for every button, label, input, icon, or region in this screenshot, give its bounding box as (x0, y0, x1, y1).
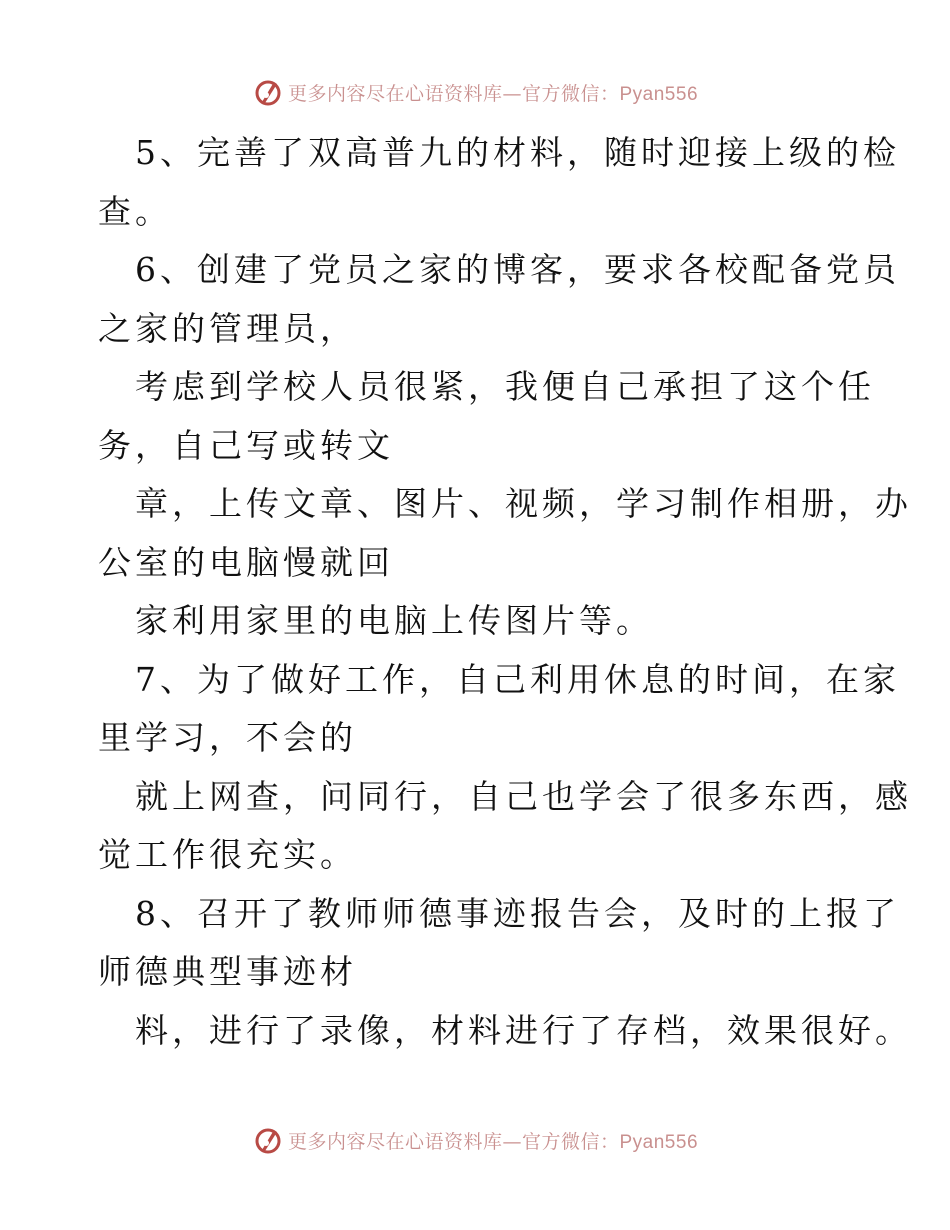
quill-logo-icon (252, 1124, 284, 1156)
header-wechat-id: Pyan556 (619, 83, 699, 105)
quill-logo-icon (252, 76, 284, 108)
body-line-14: 8、召开了教师师德事迹报告会，及时的上报了 (135, 893, 900, 933)
footer-wechat-id: Pyan556 (619, 1131, 699, 1153)
body-line-4: 之家的管理员， (98, 308, 357, 348)
header-banner-text: 更多内容尽在心语资料库—官方微信：Pyan556 (287, 82, 699, 105)
body-line-9: 家利用家里的电脑上传图片等。 (135, 601, 653, 640)
body-line-11: 里学习，不会的 (98, 718, 357, 757)
body-line-16: 料，进行了录像，材料进行了存档，效果很好。 (135, 1010, 912, 1050)
body-line-1: 5、完善了双高普九的材料，随时迎接上级的检 (135, 133, 900, 172)
body-line-8: 公室的电脑慢就回 (98, 542, 394, 582)
body-line-10: 7、为了做好工作，自己利用休息的时间，在家 (135, 659, 900, 699)
body-line-15: 师德典型事迹材 (98, 952, 357, 991)
body-line-5: 考虑到学校人员很紧，我便自己承担了这个任 (135, 367, 875, 406)
body-line-2: 查。 (98, 191, 172, 231)
body-line-3: 6、创建了党员之家的博客，要求各校配备党员 (135, 250, 900, 289)
body-line-6: 务，自己写或转文 (98, 425, 394, 465)
body-line-7: 章，上传文章、图片、视频，学习制作相册，办 (135, 484, 912, 523)
header-banner (0, 72, 950, 112)
body-line-13: 觉工作很充实。 (98, 835, 357, 874)
document-body (98, 124, 912, 1060)
footer-banner-text: 更多内容尽在心语资料库—官方微信：Pyan556 (287, 1130, 699, 1153)
body-line-12: 就上网查，问同行，自己也学会了很多东西，感 (135, 776, 912, 816)
footer-banner (0, 1120, 950, 1160)
